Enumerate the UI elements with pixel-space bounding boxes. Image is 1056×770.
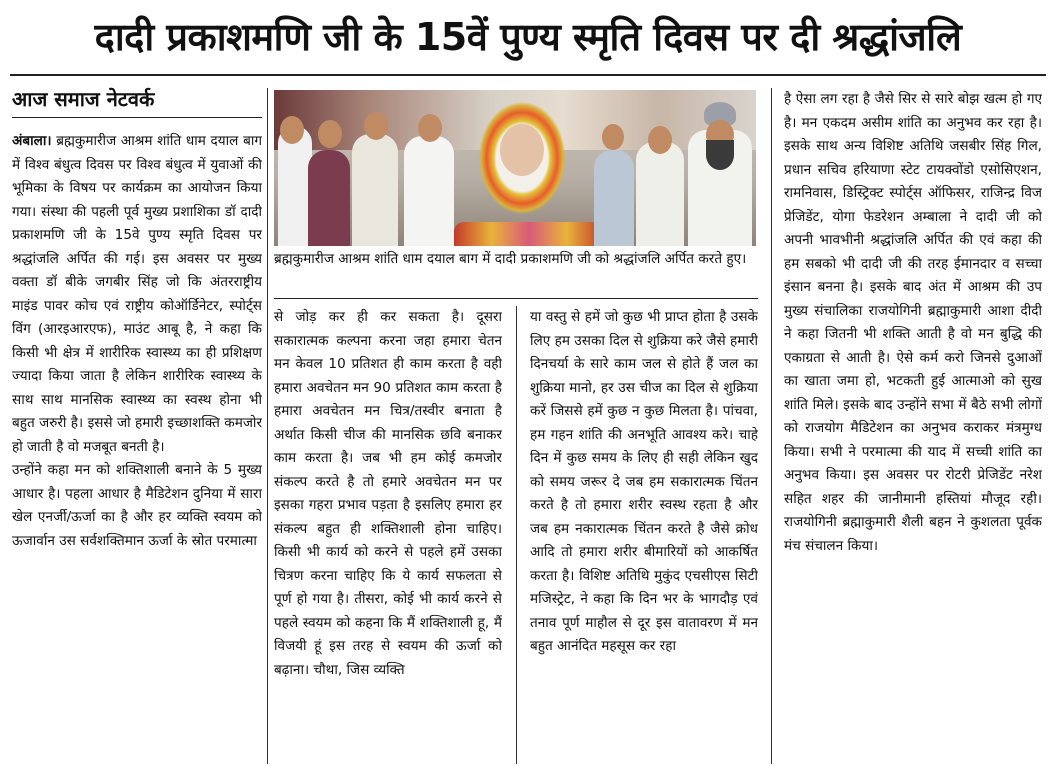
person-2-head: [318, 120, 342, 148]
article-column-3: [530, 306, 758, 764]
person-5: [594, 150, 634, 246]
person-2: [308, 150, 350, 246]
article-column-2-text: से जोड़ कर ही कर सकता है। दूसरा सकारात्मक कल्पना करना जहा हमारा चेतन मन केवल 10 प्रतिशत ही काम करता है वही हमारा अवचेतन मन 90 प्रतिशत काम करता है हमारा अवचेतन मन चित्र/तस्वीर बनाता है अर्थात किसी चीज की मानसिक छवि बनाकर काम करता है। जब भी हम कोई कमजोर संकल्प करते है तो हमारे अवचेतन मन पर इसका गहरा प्रभाव पड़ता है इसलिए हमारा हर संकल्प बहुत ही शक्तिशाली होना चाहिए। किसी भी कार्य को करने से पहले हमें उसका चित्रण करना चाहिए कि ये कार्य सफलता से पूर्ण हो गया है। तीसरा, कोई भी कार्य करने से पहले स्वयम को कहना कि मैं शक्तिशाली हू, मैं विजयी हूं इस तरह से स्वयम की ऊर्जा को बढ़ाना। चौथा, जिस व्यक्ति: [274, 309, 502, 678]
byline: आज समाज नेटवर्क: [12, 87, 155, 111]
dateline: अंबाला।: [12, 133, 52, 149]
headline: दादी प्रकाशमणि जी के 15वें पुण्य स्मृति दिवस पर दी श्रद्धांजलि: [94, 15, 962, 59]
article-paragraph-2: उन्होंने कहा मन को शक्तिशाली बनाने के 5 मुख्य आधार है। पहला आधार है मैडिटेशन दुनिया में सारा खेल एनर्जी/ऊर्जा का है और हर व्यक्ति स्वयम को ऊजार्वान उस सर्वशक्तिमान ऊर्जा के स्रोत परमात्मा: [12, 462, 262, 549]
person-1: [278, 126, 312, 246]
person-7-beard: [706, 140, 734, 170]
person-1-head: [280, 116, 304, 144]
article-column-4: [784, 88, 1042, 764]
person-3: [352, 134, 398, 246]
headline-rule: [10, 74, 1046, 76]
article-column-3-text: या वस्तु से हमें जो कुछ भी प्राप्त होता है उसके लिए हम उसका दिल से शुक्रिया करे जैसे हमारी दिनचर्या के सारे काम जल से होते हैं जल का शुक्रिया मानो, हर उस चीज का दिल से शुक्रिया करें जिससे हमें कुछ न कुछ मिलता है। पांचवा, हम गहन शांति की अनभूति आवश्य करे। चाहे दिन में कुछ समय के लिए ही सही लेकिन खुद को समय जरूर दे जब हम सकारात्मक चिंतन करते है तो हमारा शरीर स्वस्थ रहता है और जब हम नकारात्मक चिंतन करते है जैसे क्रोध आदि तो हमारा शरीर बीमारियों को आकर्षित करता है। विशिष्ट अतिथि मुकुंद एचसीएस सिटी मजिस्ट्रेट, ने कहा कि दिन भर के भागदौड़ एवं तनाव पूर्ण माहौल से दूर इस वातावरण में मन बहुत आनंदित महसूस कर रहा: [530, 309, 758, 654]
article-column-2: [274, 306, 502, 764]
person-3-head: [364, 112, 388, 140]
caption-rule: [274, 298, 758, 299]
person-4-head: [418, 114, 442, 142]
person-6-head: [648, 126, 672, 154]
article-paragraph-1-text: ब्रह्मकुमारीज आश्रम शांति धाम दयाल बाग में विश्व बंधुत्व दिवस पर विश्व बंधुत्व में युवाओं की भूमिका के विषय पर कार्यक्रम का आयोजन किया गया। संस्था की पहली पूर्व मुख्य प्रशाशिका डॉ दादी प्रकाशमणि जी के 15वे पुण्य स्मृति दिवस पर श्रद्धांजलि अर्पित की गई। इस अवसर पर मुख्य वक्ता डॉ बीके जगबीर सिंह जो कि अंतरराष्ट्रीय माइंड पावर कोच एवं राष्ट्रीय कोऑर्डिनेटर, स्पोर्ट्स विंग (आरइआरएफ), माउंट आबू है, ने कहा कि किसी भी क्षेत्र में शारीरिक स्वास्थ्य का ही प्रशिक्षण ज्यादा किया जाता है लेकिन शारीरिक स्वास्थ्य के साथ साथ मानसिक स्वास्थ्य का स्वस्थ होना भी बहुत जरुरी है। इससे जो हमारी इच्छाशक्ति कमजोर हो जाती है वो मजबूत बनती है।: [12, 133, 262, 455]
photo-caption: ब्रह्मकुमारीज आश्रम शांति धाम दयाल बाग में दादी प्रकाशमणि जी को श्रद्धांजलि अर्पित करते हुए।: [274, 251, 747, 267]
column-divider-1: [267, 88, 268, 764]
article-photo: [274, 90, 756, 246]
column-divider-3: [771, 88, 772, 764]
article-column-4-text: है ऐसा लग रहा है जैसे सिर से सारे बोझ खत्म हो गए है। मन एकदम असीम शांति का अनुभव कर रहा है। इसके साथ अन्य विशिष्ट अतिथि जसबीर सिंह गिल, प्रधान सचिव हरियाणा स्टेट टायक्वोंडो एसोसिएशन, रामनिवास, डिस्ट्रिक्ट स्पोर्ट्स ऑफिसर, राजिन्द्र विज प्रेजिडेंट, योगा फेडरेशन अम्बाला ने दादी जी को अपनी भावभीनी श्रद्धांजलि अर्पित की एवं कहा की हम सबको भी दादी जी की तरह ईमानदार व सच्चा इंसान बनना है। इसके बाद अंत में आश्रम की उप मुख्य संचालिका राजयोगिनी ब्रह्माकुमारी आशा दीदी ने कहा जितनी भी शक्ति आती है वो मन बुद्धि की एकाग्रता से आती है। ऐसे कर्म करो जिनसे दुआओं का खाता जमा हो, भटकती हुई आत्माओ को सुख शांति मिले। इसके बाद उन्होंने सभा में बैठे सभी लोगों को राजयोग मैडिटेशन का अनुभव कराकर मंत्रमुग्ध किया। सभी ने परमात्मा की याद में सच्ची शांति का अनुभव किया। इस अवसर पर रोटरी प्रेजिडेंट नरेश सहित शहर की जानीमानी हस्तियां मौजूद रही। राजयोगिनी ब्रह्माकुमारी शैली बहन ने कुशलता पूर्वक मंच संचालन किया।: [784, 91, 1042, 554]
person-6: [636, 142, 684, 246]
column-divider-2: [516, 306, 517, 764]
byline-rule: [12, 117, 262, 118]
person-4: [404, 136, 454, 246]
portrait-face: [500, 124, 544, 176]
flower-offering: [454, 222, 604, 246]
article-paragraph-1: [12, 130, 262, 459]
person-5-head: [602, 124, 624, 150]
article-column-1: [12, 130, 262, 764]
